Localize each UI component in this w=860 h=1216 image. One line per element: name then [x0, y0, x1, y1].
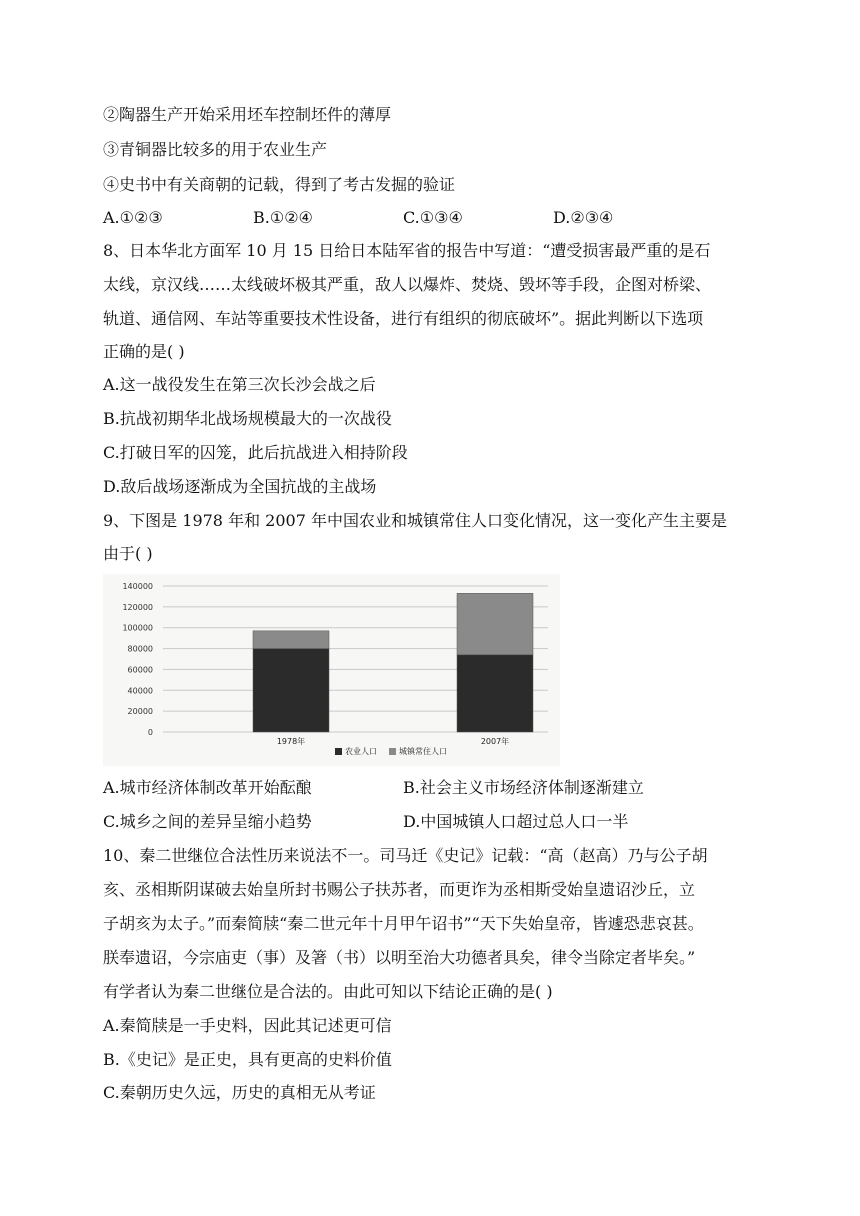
- y-tick-label: 40000: [127, 686, 153, 696]
- q7-option-c: C.①③④: [403, 208, 463, 227]
- y-tick-label: 20000: [127, 707, 153, 717]
- bar-segment-urban: [457, 593, 533, 655]
- q8-stem-line: 正确的是( ): [103, 342, 185, 361]
- q8-stem-line: 轨道、通信网、车站等重要技术性设备，进行有组织的彻底破坏”。据此判断以下选项: [103, 309, 704, 328]
- q8-option-a: A.这一战役发生在第三次长沙会战之后: [103, 375, 376, 394]
- q10-option-b: B.《史记》是正史，具有更高的史料价值: [103, 1050, 392, 1069]
- population-chart-svg: [103, 574, 560, 766]
- q10-stem-line: 有学者认为秦二世继位是合法的。由此可知以下结论正确的是( ): [103, 982, 553, 1001]
- bar-segment-agricultural: [253, 649, 329, 732]
- q7-option-b: B.①②④: [253, 208, 313, 227]
- y-tick-label: 140000: [122, 582, 153, 591]
- bar-segment-urban: [253, 631, 329, 649]
- q9-option-c: C.城乡之间的差异呈缩小趋势: [103, 812, 312, 831]
- y-tick-label: 120000: [122, 602, 153, 612]
- q9-option-d: D.中国城镇人口超过总人口一半: [403, 812, 629, 831]
- q8-option-c: C.打破日军的囚笼，此后抗战进入相持阶段: [103, 443, 408, 462]
- y-tick-label: 80000: [127, 644, 153, 654]
- x-tick-label: 1978年: [276, 737, 306, 746]
- y-tick-label: 100000: [122, 623, 153, 633]
- q9-option-b: B.社会主义市场经济体制逐渐建立: [403, 778, 644, 797]
- legend-label: 农业人口: [345, 747, 377, 756]
- q7-item-3: ③青铜器比较多的用于农业生产: [103, 140, 328, 159]
- q10-stem-line: 子胡亥为太子。”而秦简牍“秦二世元年十月甲午诏书”“天下失始皇帝，皆遽恐悲哀甚。: [103, 914, 704, 933]
- y-tick-label: 0: [147, 728, 153, 737]
- q8-option-d: D.敌后战场逐渐成为全国抗战的主战场: [103, 477, 377, 496]
- q10-option-a: A.秦简牍是一手史料，因此其记述更可信: [103, 1016, 392, 1035]
- q9-option-a: A.城市经济体制改革开始酝酿: [103, 778, 312, 797]
- x-tick-label: 2007年: [480, 737, 510, 746]
- q8-option-b: B.抗战初期华北战场规模最大的一次战役: [103, 409, 392, 428]
- q9-stem-line: 由于( ): [103, 544, 153, 563]
- q7-item-4: ④史书中有关商朝的记载，得到了考古发掘的验证: [103, 175, 456, 194]
- y-tick-label: 60000: [127, 665, 153, 675]
- legend-swatch: [389, 748, 396, 755]
- q7-option-a: A.①②③: [103, 208, 163, 227]
- q9-stem-line: 9、下图是 1978 年和 2007 年中国农业和城镇常住人口变化情况，这一变化产生主要是: [103, 511, 727, 530]
- q7-item-2: ②陶器生产开始采用坯车控制坯件的薄厚: [103, 105, 392, 124]
- legend-swatch: [335, 748, 342, 755]
- bar-segment-agricultural: [457, 655, 533, 732]
- q10-stem-line: 10、秦二世继位合法性历来说法不一。司马迁《史记》记载：“高（赵高）乃与公子胡: [103, 846, 708, 865]
- legend-label: 城镇常住人口: [399, 747, 447, 756]
- q10-stem-line: 亥、丞相斯阴谋破去始皇所封书赐公子扶苏者，而更诈为丞相斯受始皇遗诏沙丘，立: [103, 880, 696, 899]
- q10-option-c: C.秦朝历史久远，历史的真相无从考证: [103, 1083, 376, 1102]
- population-chart: [103, 574, 560, 766]
- q7-option-d: D.②③④: [553, 208, 614, 227]
- q8-stem-line: 8、日本华北方面军 10 月 15 日给日本陆军省的报告中写道：“遭受损害最严重的是石: [103, 241, 711, 260]
- q10-stem-line: 朕奉遗诏，今宗庙吏（事）及箸（书）以明至治大功德者具矣，律令当除定者毕矣。”: [103, 948, 696, 967]
- q8-stem-line: 太线，京汉线……太线破坏极其严重，敌人以爆炸、焚烧、毁坏等手段，企图对桥梁、: [103, 275, 712, 294]
